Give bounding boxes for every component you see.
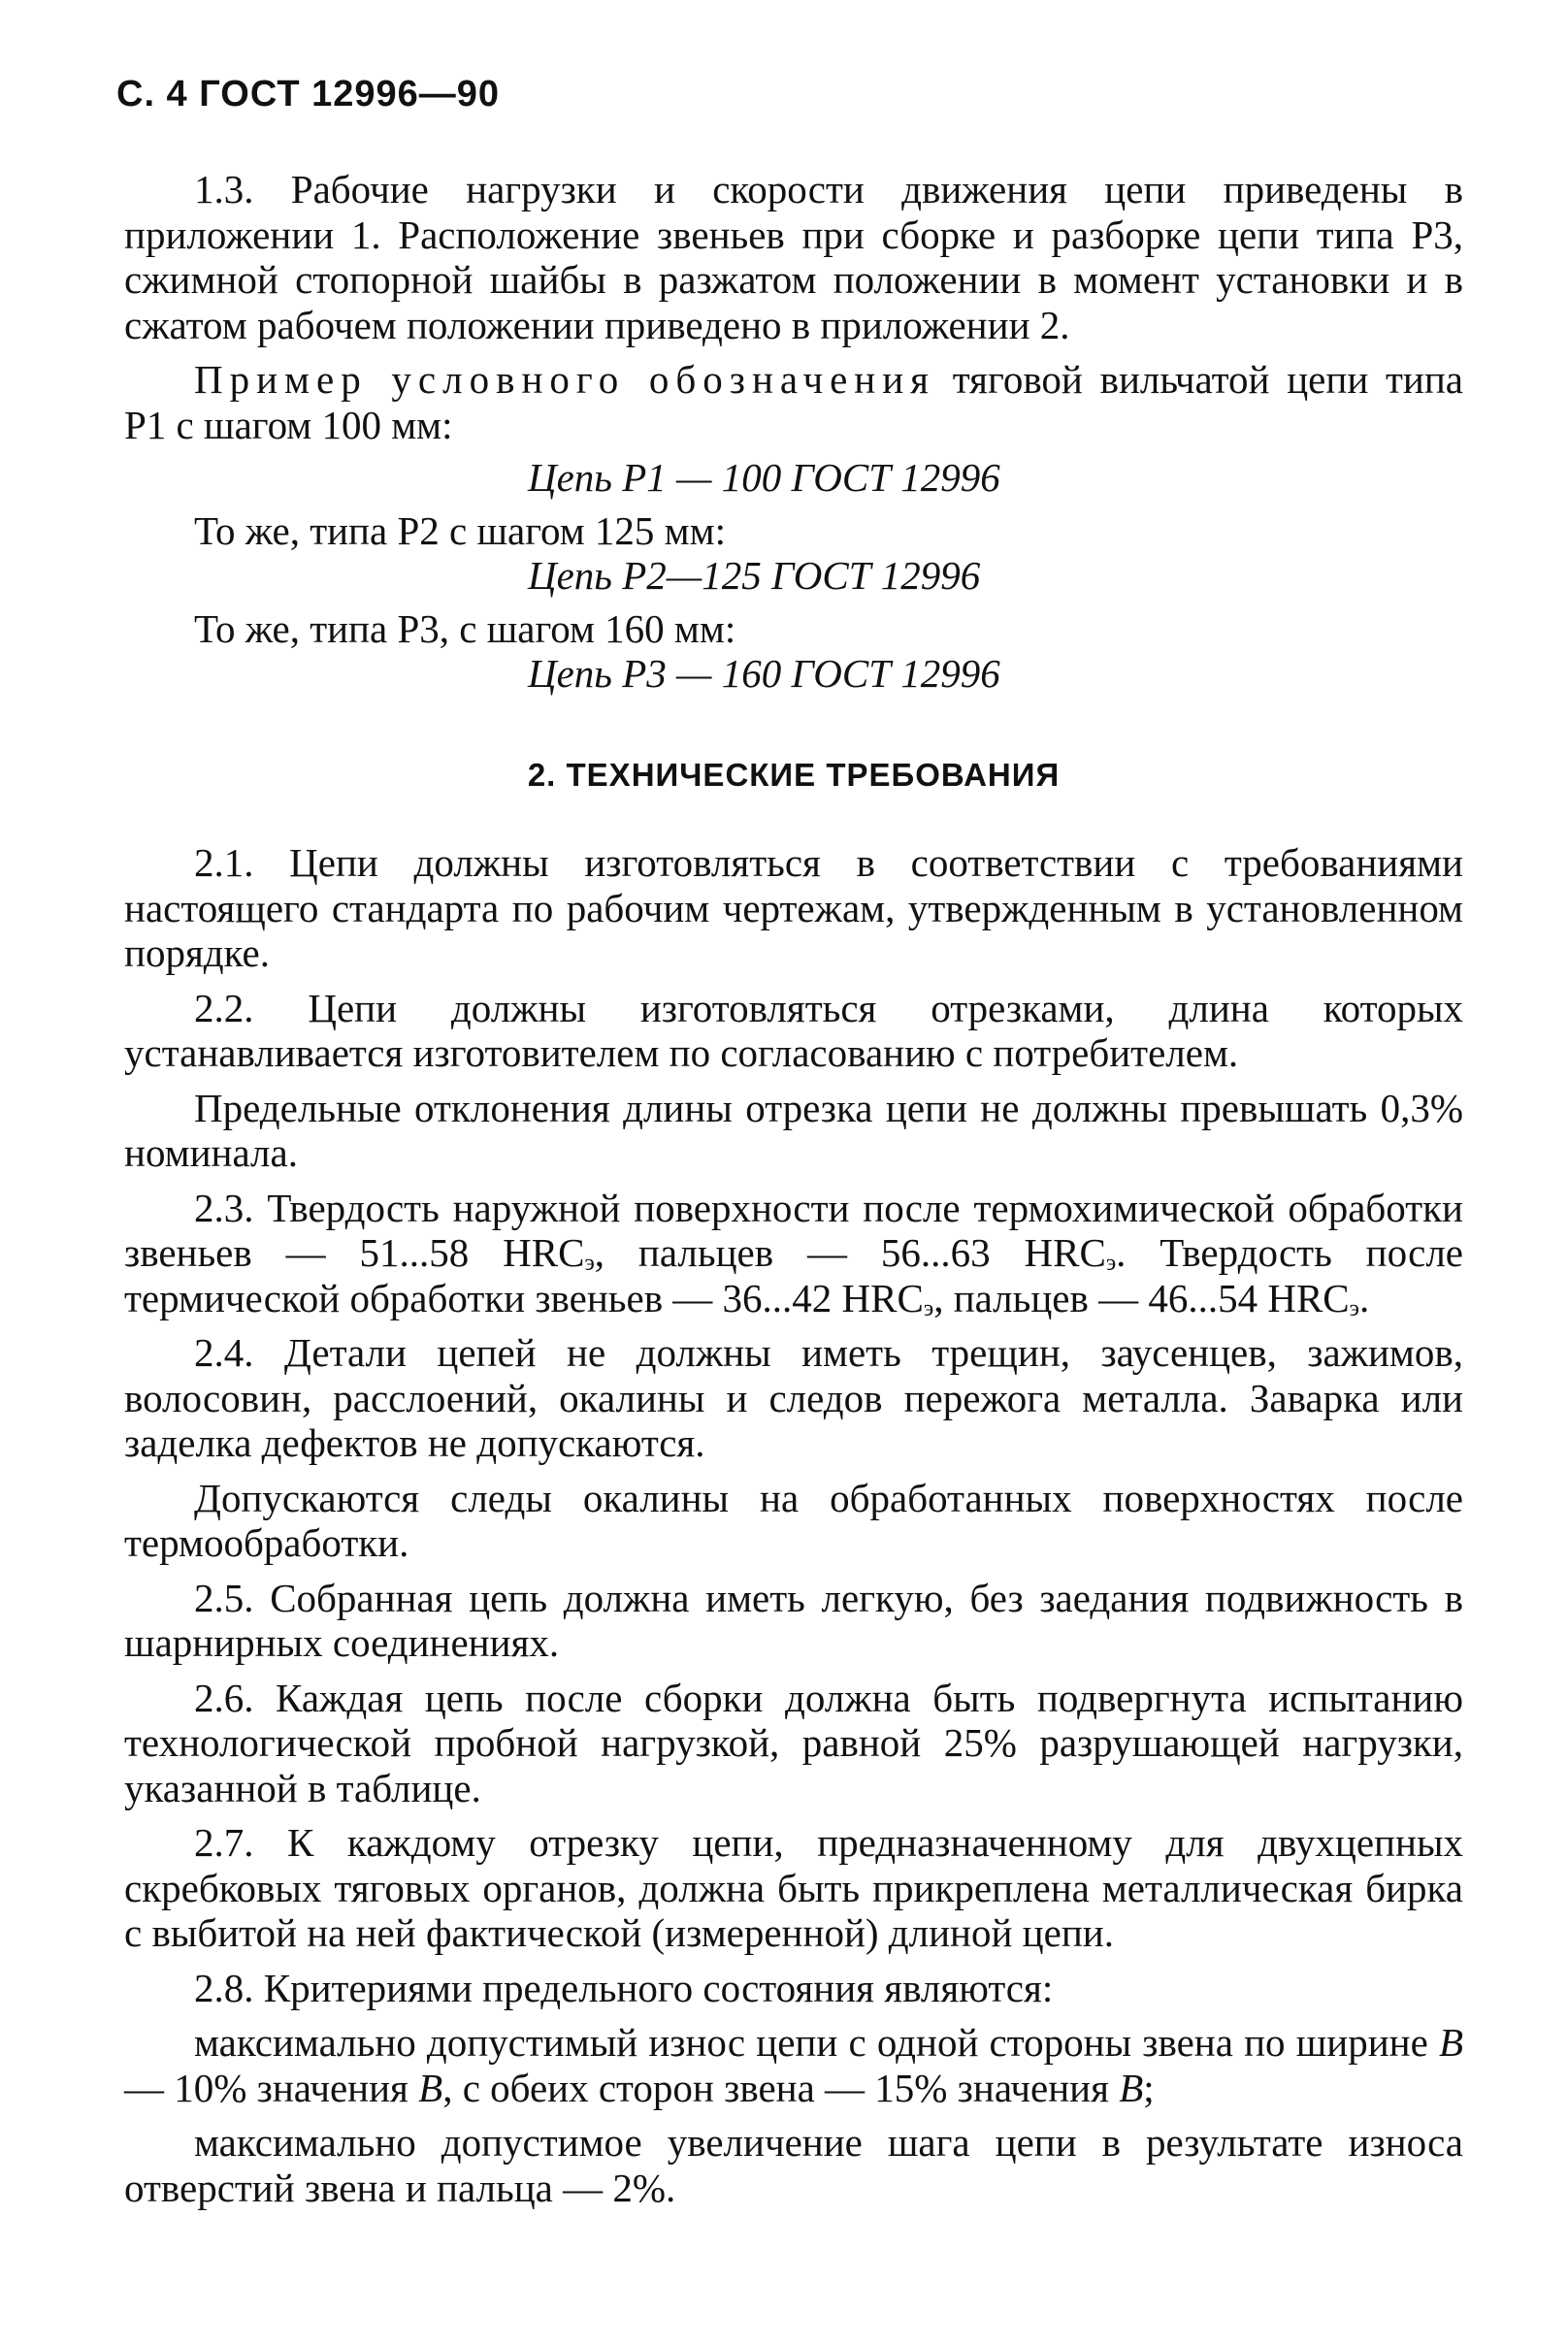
hrc-subscript: э [1349,1295,1359,1321]
hardness-part-c: . Твердость после термической обработки звеньев — 36...42 HRC [124,1230,1463,1320]
paragraph-2-5: 2.5. Собранная цепь должна иметь легкую, без заедания подвижность в шарнирных соединениях. [124,1575,1463,1665]
hrc-subscript: э [584,1251,595,1276]
width-variable: B [418,2065,443,2110]
wear-part-d: ; [1143,2065,1155,2110]
wear-part-c: , с обеих сторон звена — 15% значения [442,2065,1120,2110]
paragraph-2-4: 2.4. Детали цепей не должны иметь трещин, заусенцев, зажимов, волосовин, расслоений, окалины и следов пережога металла. Заварка или заделка дефектов не допускаются. [124,1330,1463,1465]
paragraph-2-2: 2.2. Цепи должны изготовляться отрезками, длина которых устанавливается изготовителем по согласованию с потребителем. [124,985,1463,1075]
paragraph-2-2-limits: Предельные отклонения длины отрезка цепи не должны превышать 0,3% номинала. [124,1085,1463,1175]
paragraph-2-1: 2.1. Цепи должны изготовляться в соответствии с требованиями настоящего стандарта по рабочим чертежам, утвержденным в установленном порядке. [124,840,1463,975]
paragraph-2-4-scale: Допускаются следы окалины на обработанных поверхностях после термообработки. [124,1475,1463,1565]
page-header: С. 4 ГОСТ 12996—90 [116,74,501,114]
example-line-3: То же, типа Р3, с шагом 160 мм: [194,605,736,651]
hardness-part-e: . [1358,1275,1370,1320]
example-line-2: То же, типа Р2 с шагом 125 мм: [194,507,726,553]
designation-example-3: Цепь Р3 — 160 ГОСТ 12996 [528,651,1000,696]
section-title: 2. ТЕХНИЧЕСКИЕ ТРЕБОВАНИЯ [527,756,1061,793]
designation-example-1: Цепь Р1 — 100 ГОСТ 12996 [528,455,1000,500]
example-intro [124,357,1463,447]
paragraph-2-7: 2.7. К каждому отрезку цепи, предназначенному для двухцепных скребковых тяговых органов, должна быть прикреплена металлическая бирка с выбитой на ней фактической (измеренной) длиной цепи. [124,1820,1463,1955]
width-variable: B [1438,2020,1463,2065]
paragraph-2-8: 2.8. Критериями предельного состояния являются: [194,1965,1054,2010]
paragraph-2-8-pitch: максимально допустимое увеличение шага цепи в результате износа отверстий звена и пальца — 2%. [124,2120,1463,2210]
paragraph-2-8-wear [124,2020,1463,2110]
example-lead-rest: тяговой вильчатой цепи типа Р1 с шагом 100 мм: [124,357,1463,447]
hrc-subscript: э [1105,1251,1117,1276]
hrc-subscript: э [923,1295,934,1321]
wear-part-b: — 10% значения [124,2065,419,2110]
hardness-part-b: , пальцев — 56...63 HRC [594,1230,1106,1275]
example-lead-spaced: Пример условного обозначения [194,357,936,402]
document-body [124,167,1463,2210]
hardness-part-d: , пальцев — 46...54 HRC [933,1275,1350,1320]
paragraph-2-3 [124,1186,1463,1321]
paragraph-1-3: 1.3. Рабочие нагрузки и скорости движения цепи приведены в приложении 1. Расположение звеньев при сборке и разборке цепи типа Р3, сжимной стопорной шайбы в разжатом положении в момент установки и в сжатом рабочем положении приведено в приложении 2. [124,167,1463,347]
width-variable: B [1119,2065,1144,2110]
designation-example-2: Цепь Р2—125 ГОСТ 12996 [528,553,981,598]
hardness-part-a: 2.3. Твердость наружной поверхности после термохимической обработки звеньев — 51...58 HRC [124,1185,1463,1275]
paragraph-2-6: 2.6. Каждая цепь после сборки должна быть подвергнута испытанию технологической пробной нагрузкой, равной 25% разрушающей нагрузки, указанной в таблице. [124,1675,1463,1810]
wear-part-a: максимально допустимый износ цепи с одной стороны звена по ширине [194,2020,1439,2065]
